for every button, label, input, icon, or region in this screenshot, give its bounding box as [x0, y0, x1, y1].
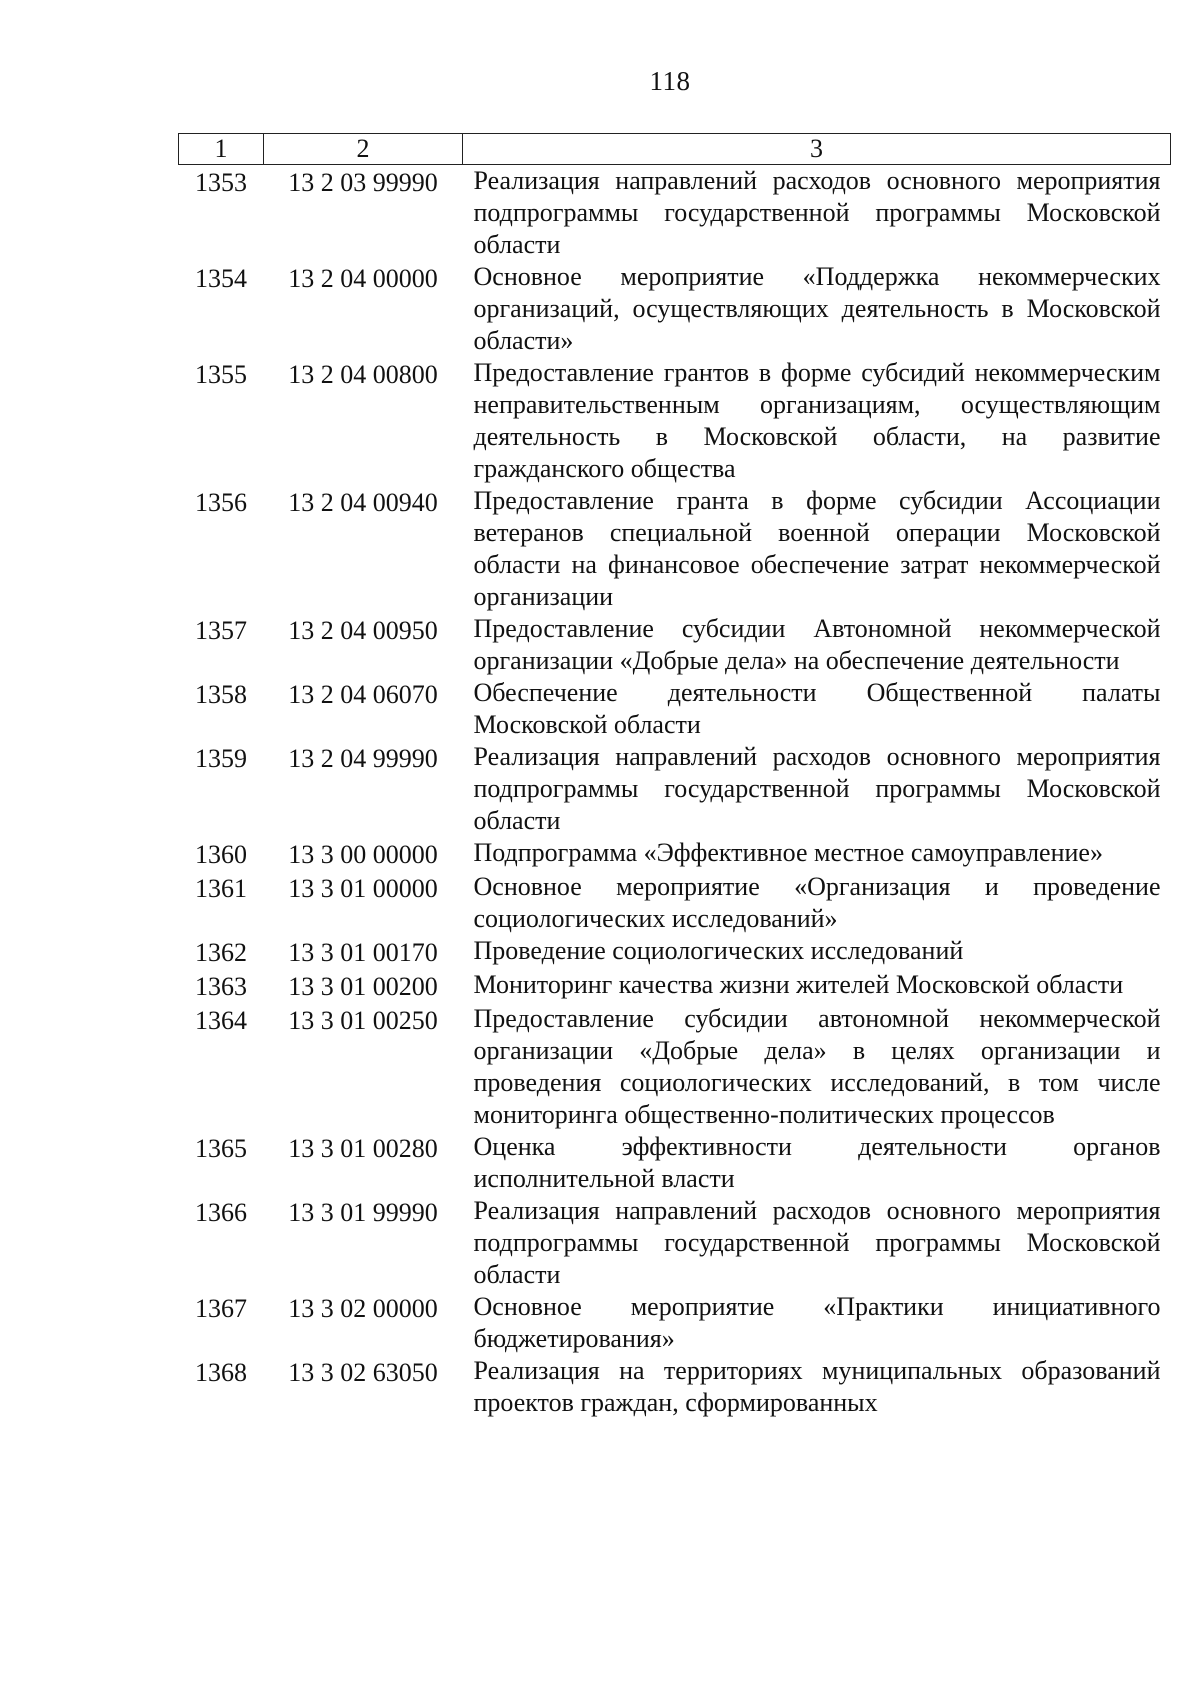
row-number: 1366 [195, 1198, 247, 1227]
table-row [179, 871, 1171, 935]
table-row [179, 165, 1171, 262]
target-code: 13 2 03 99990 [288, 168, 438, 197]
table-row [179, 1355, 1171, 1419]
budget-classification-table [178, 133, 1170, 1419]
row-description: Реализация направлений расходов основного мероприятия подпрограммы государственной программы Московской области [473, 166, 1161, 259]
row-description: Предоставление гранта в форме субсидии Ассоциации ветеранов специальной военной операции Московской области на финансовое обеспечение затрат некоммерческой организации [473, 486, 1161, 611]
row-description: Предоставление субсидии Автономной некоммерческой организации «Добрые дела» на обеспечение деятельности [473, 614, 1161, 675]
target-code: 13 2 04 99990 [288, 744, 438, 773]
table-row [179, 261, 1171, 357]
row-description: Мониторинг качества жизни жителей Московской области [473, 970, 1124, 999]
target-code: 13 3 01 00000 [288, 874, 438, 903]
row-number: 1365 [195, 1134, 247, 1163]
target-code: 13 3 01 00200 [288, 972, 438, 1001]
row-description: Основное мероприятие «Организация и проведение социологических исследований» [473, 872, 1161, 933]
codes-table [178, 133, 1171, 1419]
table-row [179, 741, 1171, 837]
row-number: 1361 [195, 874, 247, 903]
column-header-2: 2 [264, 134, 463, 165]
table-row [179, 1131, 1171, 1195]
row-number: 1368 [195, 1358, 247, 1387]
row-description: Предоставление субсидии автономной некоммерческой организации «Добрые дела» в целях организации и проведения социологических исследований, в том числе мониторинга общественно-политических процессов [473, 1004, 1161, 1129]
table-body [179, 165, 1171, 1420]
target-code: 13 3 02 63050 [288, 1358, 438, 1387]
table-row [179, 677, 1171, 741]
target-code: 13 2 04 00940 [288, 488, 438, 517]
row-number: 1359 [195, 744, 247, 773]
table-row [179, 969, 1171, 1003]
row-description: Подпрограмма «Эффективное местное самоуправление» [473, 838, 1103, 867]
row-description: Реализация направлений расходов основного мероприятия подпрограммы государственной программы Московской области [473, 1196, 1161, 1289]
table-row [179, 1195, 1171, 1291]
row-number: 1367 [195, 1294, 247, 1323]
table-row [179, 485, 1171, 613]
table-row [179, 613, 1171, 677]
table-row [179, 935, 1171, 969]
row-number: 1364 [195, 1006, 247, 1035]
target-code: 13 2 04 00000 [288, 264, 438, 293]
table-row [179, 357, 1171, 485]
table-row [179, 1003, 1171, 1131]
target-code: 13 3 01 99990 [288, 1198, 438, 1227]
row-description: Реализация на территориях муниципальных образований проектов граждан, сформированных [473, 1356, 1161, 1417]
row-description: Обеспечение деятельности Общественной палаты Московской области [473, 678, 1161, 739]
row-number: 1357 [195, 616, 247, 645]
target-code: 13 3 01 00170 [288, 938, 438, 967]
table-row [179, 837, 1171, 871]
row-description: Проведение социологических исследований [473, 936, 964, 965]
row-description: Оценка эффективности деятельности органов исполнительной власти [473, 1132, 1161, 1193]
row-number: 1353 [195, 168, 247, 197]
row-number: 1354 [195, 264, 247, 293]
row-description: Предоставление грантов в форме субсидий некоммерческим неправительственным организациям, осуществляющим деятельность в Московской области, на развитие гражданского общества [473, 358, 1161, 483]
row-number: 1363 [195, 972, 247, 1001]
target-code: 13 3 01 00250 [288, 1006, 438, 1035]
target-code: 13 2 04 00800 [288, 360, 438, 389]
target-code: 13 2 04 00950 [288, 616, 438, 645]
table-row [179, 1291, 1171, 1355]
row-number: 1355 [195, 360, 247, 389]
column-header-3: 3 [463, 134, 1171, 165]
row-number: 1358 [195, 680, 247, 709]
table-header-row [179, 134, 1171, 165]
page-number: 118 [649, 66, 691, 96]
row-description: Реализация направлений расходов основного мероприятия подпрограммы государственной программы Московской области [473, 742, 1161, 835]
target-code: 13 3 00 00000 [288, 840, 438, 869]
row-number: 1356 [195, 488, 247, 517]
column-header-1: 1 [179, 134, 264, 165]
target-code: 13 3 01 00280 [288, 1134, 438, 1163]
row-description: Основное мероприятие «Поддержка некоммерческих организаций, осуществляющих деятельность в Московской области» [473, 262, 1161, 355]
target-code: 13 3 02 00000 [288, 1294, 438, 1323]
row-number: 1362 [195, 938, 247, 967]
row-number: 1360 [195, 840, 247, 869]
target-code: 13 2 04 06070 [288, 680, 438, 709]
row-description: Основное мероприятие «Практики инициативного бюджетирования» [473, 1292, 1161, 1353]
